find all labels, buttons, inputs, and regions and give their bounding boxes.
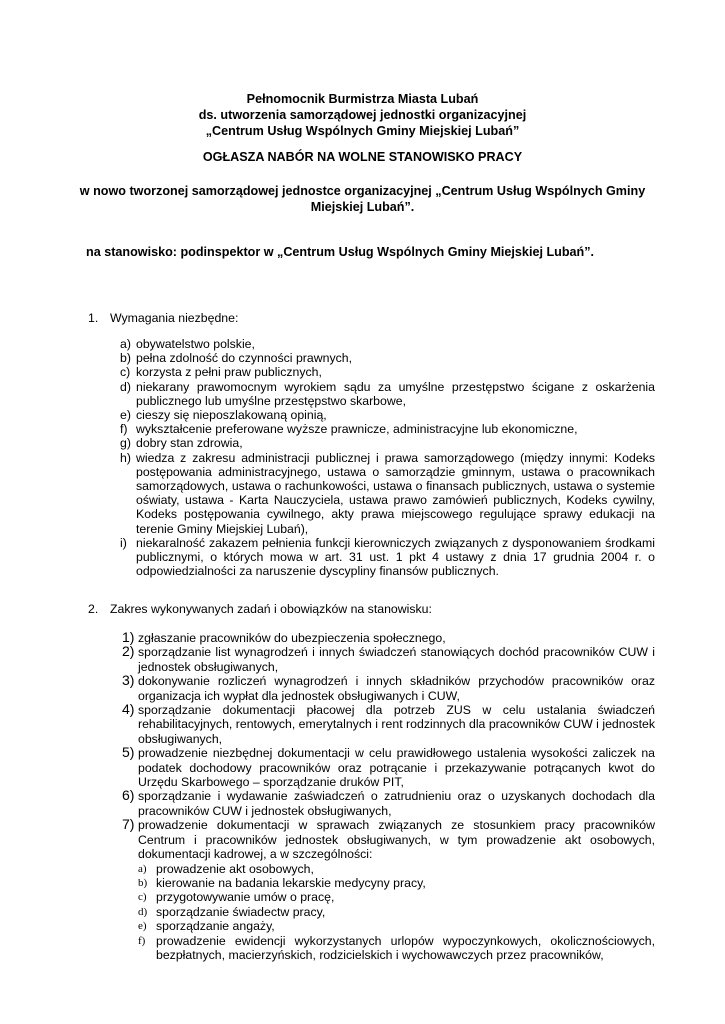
list-item-text: pełna zdolność do czynności prawnych, [136,351,353,366]
list-marker: c) [120,365,131,380]
duties-list [122,631,655,962]
position-line: na stanowisko: podinspektor w „Centrum Usług Wspólnych Gminy Miejskiej Lubań”. [86,245,595,259]
list-marker: 3) [122,672,135,689]
sub-list-marker: b) [138,876,148,889]
list-marker: 1) [122,629,135,645]
sub-list-item-text: prowadzenie akt osobowych, [156,861,314,876]
list-item [120,408,655,422]
sub-list-item-text: sporządzanie świadectw pracy, [156,904,326,919]
sub-list-item [122,905,655,919]
list-item [122,631,655,645]
list-marker: a) [120,337,131,351]
list-marker: g) [120,436,131,451]
list-item [120,451,655,536]
list-item-text: prowadzenie dokumentacji w sprawach związanych ze stosunkiem pracy pracowników Centrum i pracowników jednostek obsługiwanych, w tym prowadzenie akt osobowych, dokumentacji kadrowej, a w szczególności: [138,818,655,862]
list-item [122,818,655,861]
list-marker: h) [120,450,131,465]
section-2-number: 2. [88,602,99,616]
list-item [122,703,655,746]
list-item [122,789,655,818]
sub-list-item [122,890,655,904]
sub-list-item [122,919,655,933]
list-marker: d) [120,379,131,394]
list-marker: 5) [122,744,135,761]
list-item-text: sporządzanie i wydawanie zaświadczeń o zatrudnieniu oraz o uzyskanych dochodach dla pracowników CUW i jednostek obsługiwanych, [138,789,655,818]
sub-list-item-text: prowadzenie ewidencji wykorzystanych urlopów wypoczynkowych, okolicznościowych, bezpłatnych, macierzyńskich, rodzicielskich i wychowawczych przez pracowników, [156,933,655,962]
section-1-title: Wymagania niezbędne: [110,311,239,325]
list-item [122,645,655,674]
sub-list-item [122,876,655,890]
sub-list-item [122,934,655,963]
sub-list-item-text: kierowanie na badania lekarskie medycyny pracy, [156,875,426,890]
sub-list-item-text: przygotowywanie umów o pracę, [156,890,335,905]
sub-list-marker: c) [138,891,147,904]
list-item-text: dokonywanie rozliczeń wynagrodzeń i innych składników przychodów pracowników oraz organizacja ich wypłat dla jednostek obsługiwanych i CUW, [138,674,655,703]
header-line-1: Pełnomocnik Burmistrza Miasta Lubań [246,92,479,106]
list-item-text: zgłaszanie pracowników do ubezpieczenia społecznego, [138,631,446,645]
sub-list-marker: f) [138,934,146,947]
section-2-heading [88,602,432,616]
sub-list-marker: d) [138,905,148,918]
section-1-number: 1. [88,311,99,325]
list-item-text: sporządzanie list wynagrodzeń i innych świadczeń stanowiących dochód pracowników CUW i jednostek obsługiwanych, [138,645,655,674]
list-item [120,422,655,436]
list-marker: 4) [122,701,135,718]
list-marker: 2) [122,643,135,660]
sub-list-item-text: sporządzanie angaży, [156,919,275,934]
list-marker: i) [120,535,127,550]
list-item-text: cieszy się nieposzlakowaną opinią, [136,408,327,423]
list-item-text: sporządzanie dokumentacji płacowej dla potrzeb ZUS w celu ustalania świadczeń rehabilitacyjnych, rentowych, emerytalnych i rent rodzinnych dla pracowników CUW i jednostek obsługiwanych, [138,703,655,746]
sub-list-marker: a) [138,862,147,875]
list-item [120,365,655,379]
list-item-text: dobry stan zdrowia, [136,436,243,451]
list-item [120,351,655,365]
list-item-text: niekarany prawomocnym wyrokiem sądu za umyślne przestępstwo ścigane z oskarżenia publicznego lub umyślne przestępstwo skarbowe, [136,379,655,408]
list-item-text: korzysta z pełni praw publicznych, [136,365,322,380]
list-item-text: wykształcenie preferowane wyższe prawnicze, administracyjne lub ekonomiczne, [136,422,578,437]
list-marker: f) [120,422,128,437]
list-item-text: wiedza z zakresu administracji publicznej i prawa samorządowego (między innymi: Kodeks postępowania administracyjnego, ustawa o samorządzie gminnym, ustawa o pracownikach samorządowych, ustawa o rachunkowości, ustawa o finansach publicznych, ustawa o systemie oświaty, ustawa - Karta Nauczyciela, ustawa prawo zamówień publicznych, Kodeks cywilny, Kodeks postępowania cywilnego, akty prawa miejscowego regulujące sprawy edukacji na terenie Gminy Miejskiej Lubań), [136,450,655,536]
list-item-text: niekaralność zakazem pełnienia funkcji kierowniczych związanych z dysponowaniem środkami publicznymi, o których mowa w art. 31 ust. 1 pkt 4 ustawy z dnia 17 grudnia 2004 r. o odpowiedzialności za naruszenie dyscypliny finansów publicznych. [136,535,655,579]
header-line-3: „Centrum Usług Wspólnych Gminy Miejskiej Lubań” [205,124,520,138]
list-item-text: obywatelstwo polskie, [136,337,255,351]
list-item [120,380,655,408]
list-item [120,536,655,579]
section-1-heading [88,311,238,325]
announcement-title: OGŁASZA NABÓR NA WOLNE STANOWISKO PRACY [202,150,523,164]
list-marker: e) [120,408,131,423]
requirements-list [120,337,655,578]
sub-list-item [122,862,655,876]
unit-description: w nowo tworzonej samorządowej jednostce organizacyjnej „Centrum Usług Wspólnych Gminy Miejskiej Lubań”. [79,184,646,214]
sub-list-marker: e) [138,920,147,933]
document-header [60,91,665,139]
list-marker: 6) [122,787,135,804]
header-line-2: ds. utworzenia samorządowej jednostki organizacyjnej [198,108,527,122]
list-marker: b) [120,351,131,366]
list-item [120,436,655,450]
list-item-text: prowadzenie niezbędnej dokumentacji w celu prawidłowego ustalenia wysokości zaliczek na podatek dochodowy pracowników oraz potrącanie i przekazywanie potrącanych kwot do Urzędu Skarbowego – sporządzanie druków PIT, [138,746,655,790]
section-2-title: Zakres wykonywanych zadań i obowiązków na stanowisku: [110,602,432,616]
list-item [120,337,655,351]
list-item [122,746,655,789]
list-item [122,674,655,703]
list-marker: 7) [122,816,135,833]
